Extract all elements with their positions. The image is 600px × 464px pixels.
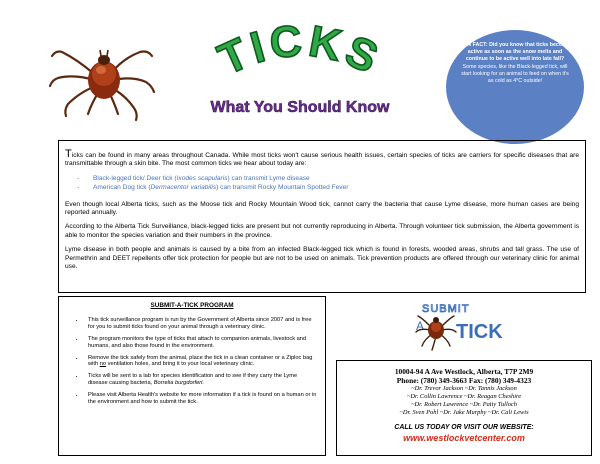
species-text: Black-legged tick/ Deer tick ( — [93, 174, 177, 182]
species-latin: Ixodes scapularis — [176, 174, 228, 182]
program-item: • The program monitors the type of ticks that attach to companion animals, livestock and humans, and also those found in the environment. — [85, 336, 317, 350]
species-item — [75, 184, 579, 192]
species-item — [75, 175, 579, 183]
doctors-line: ~Dr. Sven Pohl ~Dr. Jake Murphy ~Dr. Cali Lewis — [399, 409, 529, 416]
program-item-text: ventilation holes, and bring it to your local veterinary clinic. — [106, 361, 255, 368]
program-item: • Please visit Alberta Health's website for more information if a tick is found on a human or in the environment and how to submit the tick. — [85, 392, 317, 406]
tick-illustration — [48, 30, 158, 122]
species-list — [65, 175, 579, 193]
program-item-text: Remove the tick safely from the animal, place the tick in a clean container or a Ziploc bag with — [88, 354, 313, 368]
title-graphic — [185, 22, 415, 122]
doctors-line: ~Dr. Collin Lawrence ~Dr. Reagan Cheshire — [406, 393, 522, 400]
fun-fact-bubble — [446, 30, 584, 144]
title-subtitle: What You Should Know — [210, 99, 390, 116]
paragraph-surveillance: According to the Alberta Tick Surveillance, black-legged ticks are present but not currently reproducing in Alberta. Through volunteer tick submission, the Alberta government is able to monitor the species variation and their numbers in the province. — [65, 223, 579, 239]
submit-a-tick-logo — [372, 296, 522, 352]
program-item-text: Ticks will be sent to a lab for species identification and to see if they carry the Lyme disease causing bacteria, — [88, 373, 298, 387]
program-item — [85, 355, 317, 369]
logo-submit-text: SUBMIT — [422, 303, 470, 315]
program-item-underline: no — [99, 361, 107, 368]
clinic-phone-fax: Phone: (780) 349-3663 Fax: (780) 349-4323 — [396, 376, 532, 385]
title-ticks: TICKS — [211, 22, 389, 85]
intro-drop-letter: T — [65, 148, 72, 160]
program-title: SUBMIT-A-TICK PROGRAM — [150, 302, 234, 309]
call-us-text: CALL US TODAY OR VISIT OUR WEBSITE: — [394, 424, 534, 431]
program-item-latin: Borrelia burgdorferi. — [153, 380, 205, 387]
program-list — [67, 317, 317, 406]
paragraph-lyme: Lyme disease in both people and animals is caused by a bite from an infected Black-legged tick which is found in forests, wooded areas, shrubs and tall grass. The use of Permethrin and DEET repellents offer tick protection for people but are not to be used on animals. Tick prevention products are offered through our veterinary clinic for animal use. — [65, 246, 579, 271]
fun-fact-text: Some species, like the Black-legged tick, will start looking for an animal to feed on when it's as cold as 4°C outside! — [461, 63, 569, 85]
intro-text: icks can be found in many areas throughout Canada. While most ticks won't cause serious health issues, certain species of ticks are carriers for specific diseases that are transmittable through a skin bite. The most common ticks we hear about today are: — [65, 152, 579, 168]
logo-a-text: A — [416, 319, 425, 333]
doctors-line: ~Dr. Robert Lawrence ~Dr. Patty Tulloch — [411, 401, 517, 408]
logo-tick-text: TICK — [456, 321, 503, 343]
program-item: • This tick surveillance program is run by the Government of Alberta since 2007 and is free for you to submit ticks found on your animal through a veterinary clinic. — [85, 317, 317, 331]
paragraph-local-ticks: Even though local Alberta ticks, such as the Moose tick and Rocky Mountain Wood tick, cannot carry the bacteria that cause Lyme disease, more human cases are being reported annually. — [65, 200, 579, 217]
intro-paragraph — [65, 150, 579, 169]
website-link[interactable]: www.westlockvetcenter.com — [403, 433, 525, 443]
fun-fact-bold: Did you know that ticks become active as soon as the snow melts and continue to be active well into late fall? — [465, 42, 570, 63]
fun-fact-label: FUN FACT: — [460, 42, 488, 48]
program-item — [85, 373, 317, 387]
species-text: American Dog tick ( — [93, 184, 151, 192]
tick-head — [98, 55, 110, 65]
species-text: ) can transmit Rocky Mountain Spotted Fever — [216, 184, 349, 192]
clinic-address: 10004-94 A Ave Westlock, Alberta, T7P 2M9 — [394, 367, 534, 376]
species-latin: Dermacentor variabilis — [150, 184, 217, 192]
species-text: ) can transmit Lyme disease — [227, 174, 310, 182]
main-info-box — [58, 140, 586, 293]
doctors-line: ~Dr. Trevor Jackson ~Dr. Tannis Jackson — [411, 385, 517, 392]
program-box — [58, 296, 326, 456]
contact-box — [336, 360, 592, 456]
